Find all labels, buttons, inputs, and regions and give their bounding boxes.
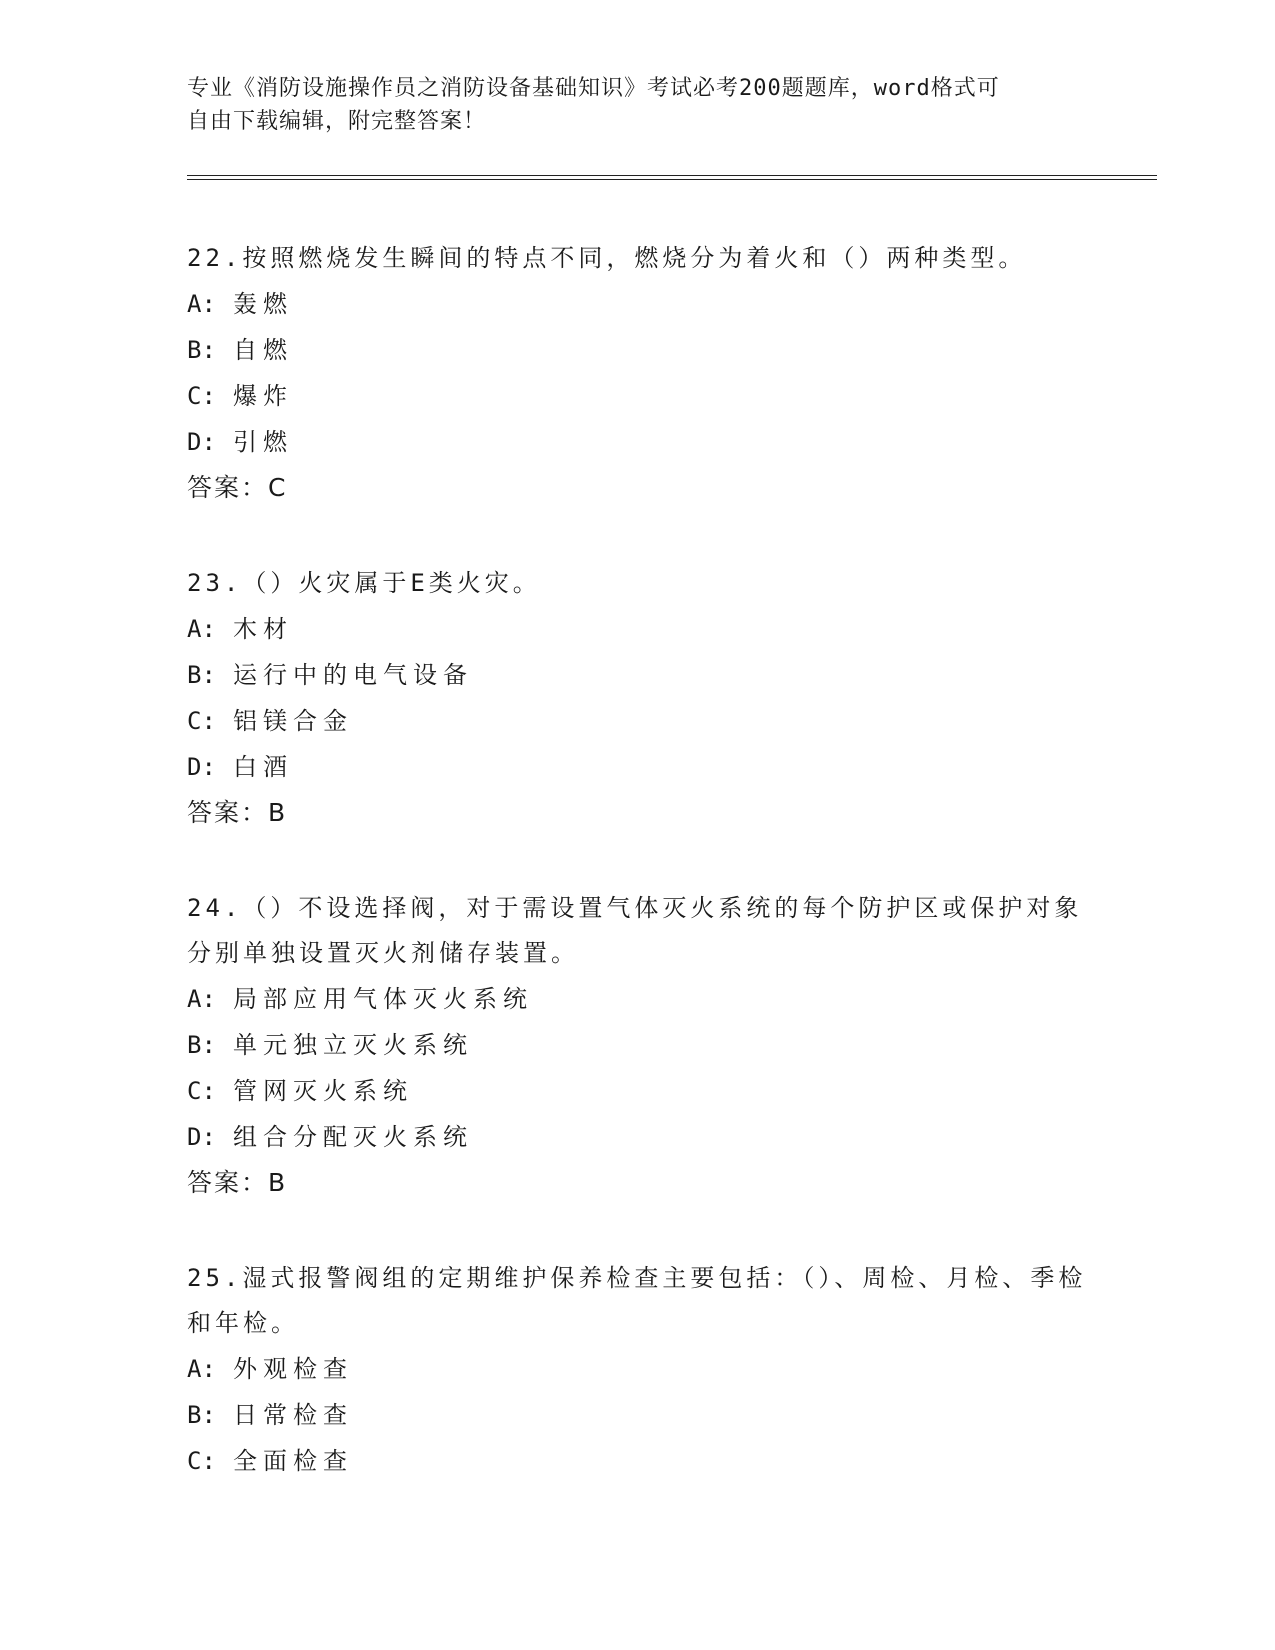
option-d (187, 744, 1087, 790)
option-text: 铝镁合金 (233, 707, 353, 735)
option-a (187, 606, 1087, 652)
option-text: 日常检查 (233, 1401, 353, 1429)
option-text: 单元独立灭火系统 (233, 1031, 473, 1059)
option-letter: B: (187, 1031, 216, 1059)
option-c (187, 698, 1087, 744)
document-header (187, 72, 1087, 138)
question-24 (187, 886, 1087, 1206)
option-text: 自燃 (233, 336, 293, 364)
option-b (187, 1392, 1087, 1438)
option-text: 白酒 (233, 753, 293, 781)
option-letter: D: (187, 753, 216, 781)
option-letter: B: (187, 661, 216, 689)
option-letter: A: (187, 290, 216, 318)
option-c (187, 1438, 1087, 1484)
option-letter: C: (187, 707, 216, 735)
option-c (187, 1068, 1087, 1114)
header-title-line-2: 自由下载编辑，附完整答案！ (187, 109, 487, 134)
option-letter: C: (187, 1077, 216, 1105)
option-text: 组合分配灭火系统 (233, 1123, 473, 1151)
option-b (187, 1022, 1087, 1068)
option-a (187, 281, 1087, 327)
option-d (187, 1114, 1087, 1160)
answer-line: 答案：B (187, 1168, 288, 1197)
question-list (187, 236, 1087, 1534)
option-text: 引燃 (233, 428, 293, 456)
header-divider (187, 175, 1157, 180)
answer-line: 答案：C (187, 473, 288, 502)
option-letter: B: (187, 1401, 216, 1429)
option-letter: C: (187, 382, 216, 410)
option-letter: D: (187, 1123, 216, 1151)
option-letter: C: (187, 1447, 216, 1475)
option-letter: B: (187, 336, 216, 364)
option-letter: A: (187, 985, 216, 1013)
option-letter: A: (187, 1355, 216, 1383)
option-text: 运行中的电气设备 (233, 661, 473, 689)
option-text: 外观检查 (233, 1355, 353, 1383)
question-stem: 22.按照燃烧发生瞬间的特点不同，燃烧分为着火和（）两种类型。 (187, 244, 1027, 272)
option-text: 轰燃 (233, 290, 293, 318)
option-letter: D: (187, 428, 216, 456)
option-letter: A: (187, 615, 216, 643)
option-text: 爆炸 (233, 382, 293, 410)
question-23 (187, 561, 1087, 836)
option-a (187, 976, 1087, 1022)
option-a (187, 1346, 1087, 1392)
option-c (187, 373, 1087, 419)
option-d (187, 419, 1087, 465)
option-text: 管网灭火系统 (233, 1077, 413, 1105)
header-title-line-1: 专业《消防设施操作员之消防设备基础知识》考试必考200题题库，word格式可 (187, 76, 1000, 101)
question-25 (187, 1256, 1087, 1484)
option-b (187, 327, 1087, 373)
question-stem: 25.湿式报警阀组的定期维护保养检查主要包括：（）、周检、月检、季检和年检。 (187, 1264, 1087, 1337)
option-text: 局部应用气体灭火系统 (233, 985, 533, 1013)
option-text: 全面检查 (233, 1447, 353, 1475)
question-stem: 23.（）火灾属于E类火灾。 (187, 569, 541, 597)
option-b (187, 652, 1087, 698)
option-text: 木材 (233, 615, 293, 643)
question-22 (187, 236, 1087, 511)
answer-line: 答案：B (187, 798, 288, 827)
question-stem: 24.（）不设选择阀，对于需设置气体灭火系统的每个防护区或保护对象分别单独设置灭火剂储存装置。 (187, 894, 1083, 967)
